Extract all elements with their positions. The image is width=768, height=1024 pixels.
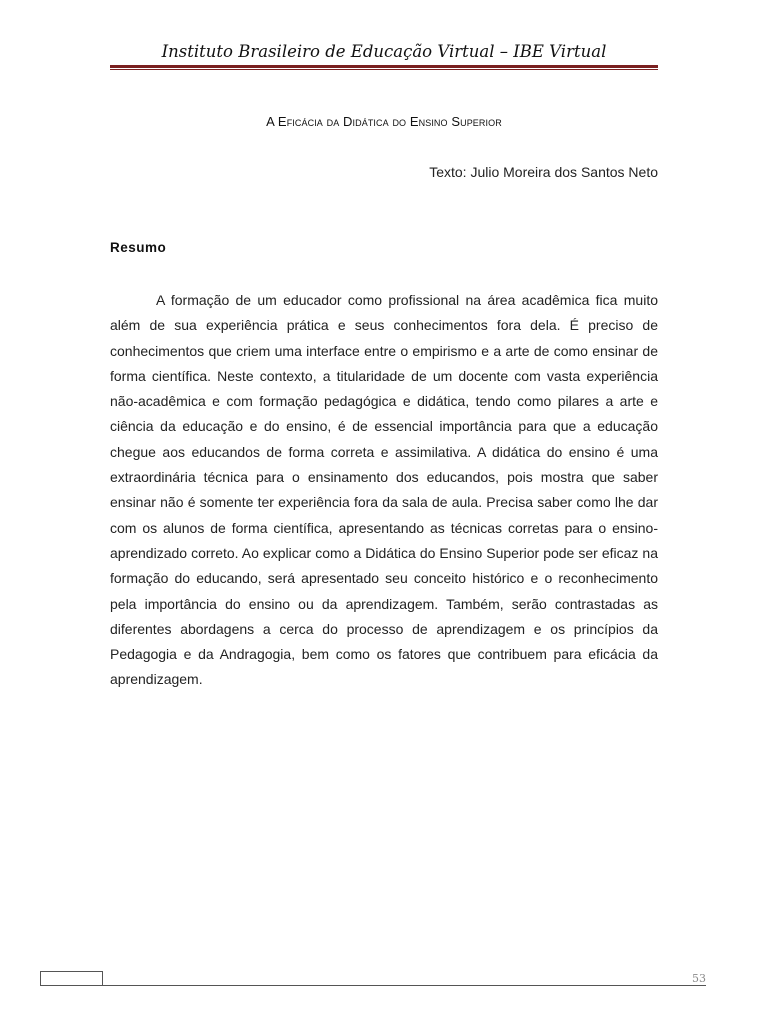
document-title: A Eficácia da Didática do Ensino Superior	[266, 114, 502, 129]
section-heading: Resumo	[110, 240, 167, 255]
page-number: 53	[692, 972, 706, 985]
author-line: Texto: Julio Moreira dos Santos Neto	[429, 164, 658, 180]
footer-rule	[40, 985, 706, 986]
header-rule-thin	[110, 69, 658, 70]
header-rule	[110, 65, 658, 70]
header-institution: Instituto Brasileiro de Educação Virtual – IBE Virtual	[161, 42, 607, 61]
abstract-paragraph: A formação de um educador como profissional na área acadêmica fica muito além de sua experiência prática e seus conhecimentos fora dela. É preciso de conhecimentos que criem uma interface entre o empirismo e a arte de como ensinar de forma científica. Neste contexto, a titularidade de um docente com vasta experiência não-acadêmica e com formação pedagógica e didática, tendo como pilares a arte e ciência da educação e do ensino, é de essencial importância para que a educação chegue aos educandos de forma correta e assimilativa. A didática do ensino é uma extraordinária técnica para o ensinamento dos educandos, pois mostra que saber ensinar não é somente ter experiência fora da sala de aula. Precisa saber como lhe dar com os alunos de forma científica, apresentando as técnicas corretas para o ensino-aprendizado correto. Ao explicar como a Didática do Ensino Superior pode ser eficaz na formação do educando, será apresentado seu conceito histórico e o reconhecimento pela importância do ensino ou da aprendizagem. Também, serão contrastadas as diferentes abordagens a cerca do processo de aprendizagem e os princípios da Pedagogia e da Andragogia, bem como os fatores que contribuem para eficácia da aprendizagem.	[110, 292, 658, 688]
footer-tab	[40, 971, 103, 986]
header-rule-thick	[110, 65, 658, 68]
